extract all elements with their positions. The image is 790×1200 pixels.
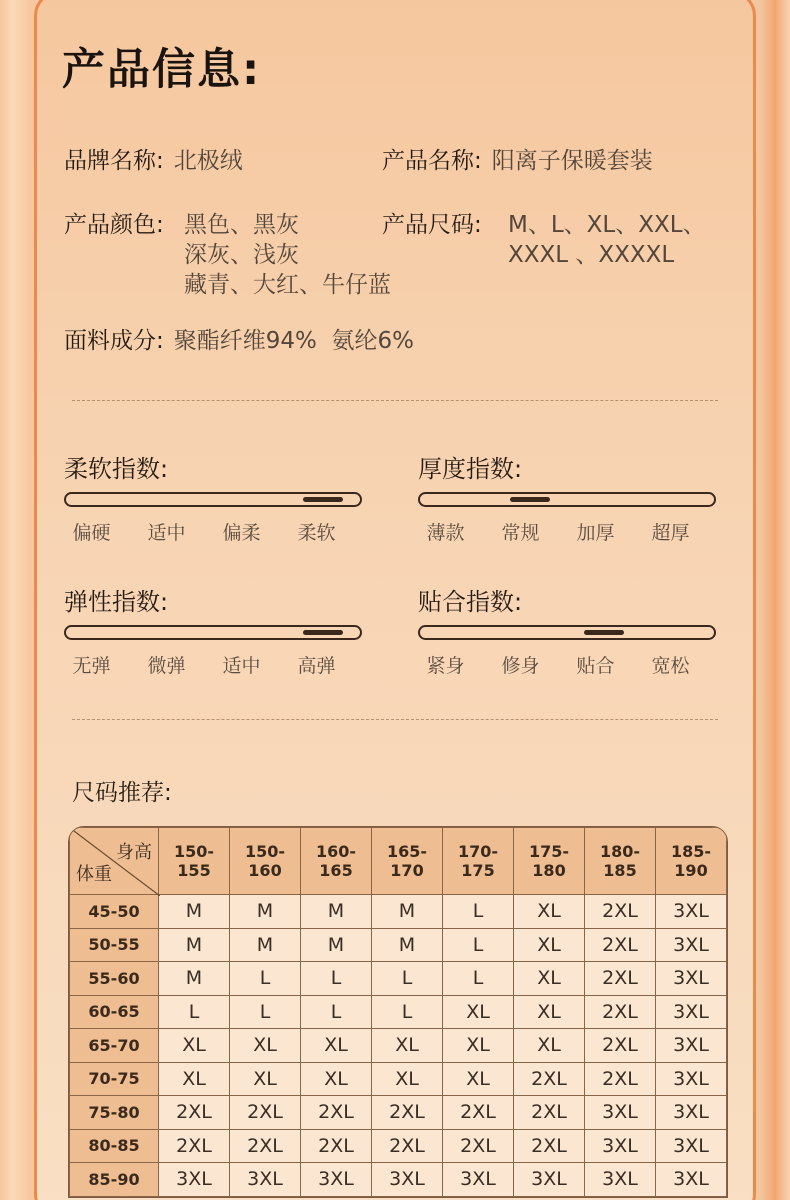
tick-label: 高弹 — [297, 655, 336, 677]
size-cell: M — [159, 895, 230, 929]
size-cell: 3XL — [656, 1096, 727, 1130]
size-cell: 2XL — [443, 1129, 514, 1163]
weight-row-header: 45-50 — [70, 895, 159, 929]
size-cell: L — [372, 995, 443, 1029]
tick-label: 无弹 — [72, 655, 111, 677]
fit-label: 贴合指数: — [418, 588, 523, 616]
weight-row-header: 80-85 — [70, 1129, 159, 1163]
size-cell: XL — [443, 1029, 514, 1063]
color-line: 深灰、浅灰 — [184, 242, 299, 268]
color-row — [64, 210, 391, 298]
fit-scale — [418, 625, 716, 640]
size-cell: XL — [514, 995, 585, 1029]
tick-label: 加厚 — [576, 522, 615, 544]
thickness-scale — [418, 492, 716, 507]
size-cell: L — [301, 962, 372, 996]
size-cell: 3XL — [443, 1163, 514, 1197]
product-name-value: 阳离子保暖套装 — [491, 148, 653, 174]
height-column-header: 165-170 — [372, 828, 443, 895]
size-cell: 2XL — [372, 1096, 443, 1130]
size-cell: 3XL — [585, 1163, 656, 1197]
table-row — [70, 995, 727, 1029]
size-cell: 3XL — [514, 1163, 585, 1197]
table-row — [70, 962, 727, 996]
size-cell: 3XL — [301, 1163, 372, 1197]
size-cell: 3XL — [372, 1163, 443, 1197]
size-cell: 3XL — [656, 1129, 727, 1163]
height-column-header: 175-180 — [514, 828, 585, 895]
size-cell: 2XL — [514, 1096, 585, 1130]
size-cell: 2XL — [585, 928, 656, 962]
size-cell: 2XL — [159, 1129, 230, 1163]
table-row — [70, 928, 727, 962]
tick-label: 修身 — [501, 655, 540, 677]
elasticity-label: 弹性指数: — [64, 588, 169, 616]
thickness-marker — [510, 497, 550, 502]
tick-label: 宽松 — [651, 655, 690, 677]
size-cell: XL — [159, 1029, 230, 1063]
page-title: 产品信息: — [62, 45, 262, 95]
height-column-header: 150-155 — [159, 828, 230, 895]
tick-label: 偏柔 — [222, 522, 261, 544]
height-column-header: 160-165 — [301, 828, 372, 895]
color-line: 黑色、黑灰 — [184, 212, 299, 238]
color-line: 藏青、大红、牛仔蓝 — [184, 272, 391, 298]
size-cell: XL — [443, 1062, 514, 1096]
size-cell: XL — [301, 1062, 372, 1096]
size-cell: L — [443, 962, 514, 996]
size-cell: 2XL — [159, 1096, 230, 1130]
size-cell: 2XL — [514, 1062, 585, 1096]
thickness-label: 厚度指数: — [418, 455, 523, 483]
size-cell: 2XL — [443, 1096, 514, 1130]
size-cell: L — [301, 995, 372, 1029]
fabric-row — [64, 326, 414, 356]
size-line: M、L、XL、XXL、 — [508, 212, 706, 238]
tick-label: 薄款 — [426, 522, 465, 544]
table-corner — [70, 828, 159, 895]
size-cell: M — [301, 928, 372, 962]
size-cell: 2XL — [230, 1129, 301, 1163]
weight-row-header: 50-55 — [70, 928, 159, 962]
tick-label: 柔软 — [297, 522, 336, 544]
size-cell: L — [230, 962, 301, 996]
height-column-header: 185-190 — [656, 828, 727, 895]
softness-marker — [303, 497, 343, 502]
size-cell: 2XL — [301, 1129, 372, 1163]
size-cell: XL — [159, 1062, 230, 1096]
weight-row-header: 85-90 — [70, 1163, 159, 1197]
brand-label: 品牌名称: — [64, 148, 164, 174]
tick-label: 偏硬 — [72, 522, 111, 544]
tick-label: 紧身 — [426, 655, 465, 677]
weight-axis-label: 体重 — [76, 864, 112, 885]
size-cell: 2XL — [585, 1029, 656, 1063]
size-cell: 2XL — [230, 1096, 301, 1130]
size-cell: 2XL — [585, 962, 656, 996]
elasticity-scale — [64, 625, 362, 640]
size-cell: 3XL — [159, 1163, 230, 1197]
size-cell: XL — [443, 995, 514, 1029]
size-cell: 3XL — [656, 895, 727, 929]
elasticity-marker — [303, 630, 343, 635]
size-cell: 2XL — [372, 1129, 443, 1163]
fit-ticks — [408, 651, 708, 678]
size-cell: XL — [514, 928, 585, 962]
product-name-label: 产品名称: — [382, 148, 482, 174]
size-cell: L — [443, 928, 514, 962]
weight-row-header: 75-80 — [70, 1096, 159, 1130]
brand-value: 北极绒 — [173, 148, 243, 174]
height-column-header: 170-175 — [443, 828, 514, 895]
size-row — [382, 210, 706, 268]
size-cell: XL — [372, 1029, 443, 1063]
divider — [72, 400, 718, 401]
size-cell: L — [443, 895, 514, 929]
size-cell: 2XL — [585, 995, 656, 1029]
tick-label: 适中 — [147, 522, 186, 544]
brand-row — [64, 146, 243, 176]
height-column-header: 150-160 — [230, 828, 301, 895]
size-cell: L — [372, 962, 443, 996]
table-row — [70, 1129, 727, 1163]
size-cell: 2XL — [301, 1096, 372, 1130]
size-cell: 3XL — [656, 928, 727, 962]
size-cell: M — [159, 962, 230, 996]
size-cell: 3XL — [230, 1163, 301, 1197]
weight-row-header: 70-75 — [70, 1062, 159, 1096]
size-cell: 2XL — [514, 1129, 585, 1163]
size-cell: 3XL — [656, 962, 727, 996]
size-cell: L — [230, 995, 301, 1029]
size-cell: M — [230, 895, 301, 929]
fabric-label: 面料成分: — [64, 328, 164, 354]
table-header-row — [70, 828, 727, 895]
size-cell: XL — [514, 1029, 585, 1063]
size-cell: 2XL — [585, 1062, 656, 1096]
size-cell: M — [372, 895, 443, 929]
size-cell: M — [159, 928, 230, 962]
size-cell: 3XL — [656, 1029, 727, 1063]
divider — [72, 719, 718, 720]
table-row — [70, 1029, 727, 1063]
table-row — [70, 1062, 727, 1096]
softness-label: 柔软指数: — [64, 455, 169, 483]
tick-label: 贴合 — [576, 655, 615, 677]
tick-label: 常规 — [501, 522, 540, 544]
size-label: 产品尺码: — [382, 212, 482, 238]
size-cell: 3XL — [656, 1062, 727, 1096]
tick-label: 适中 — [222, 655, 261, 677]
size-cell: XL — [372, 1062, 443, 1096]
table-row — [70, 1096, 727, 1130]
size-line: XXXL 、XXXXL — [508, 242, 675, 268]
softness-ticks — [54, 518, 354, 545]
weight-row-header: 65-70 — [70, 1029, 159, 1063]
fabric-value: 聚酯纤维94% 氨纶6% — [173, 328, 414, 354]
size-chart-title: 尺码推荐: — [72, 780, 172, 806]
size-cell: M — [372, 928, 443, 962]
thickness-ticks — [408, 518, 708, 545]
softness-scale — [64, 492, 362, 507]
size-cell: XL — [301, 1029, 372, 1063]
size-cell: L — [159, 995, 230, 1029]
weight-row-header: 55-60 — [70, 962, 159, 996]
weight-row-header: 60-65 — [70, 995, 159, 1029]
size-cell: XL — [230, 1029, 301, 1063]
size-cell: 3XL — [656, 995, 727, 1029]
size-cell: M — [230, 928, 301, 962]
size-cell: XL — [514, 895, 585, 929]
size-cell: XL — [230, 1062, 301, 1096]
size-cell: M — [301, 895, 372, 929]
color-label: 产品颜色: — [64, 212, 164, 238]
fit-marker — [584, 630, 624, 635]
height-column-header: 180-185 — [585, 828, 656, 895]
size-cell: 3XL — [585, 1129, 656, 1163]
size-chart-table — [68, 826, 728, 1198]
product-name-row — [382, 146, 653, 176]
table-row — [70, 1163, 727, 1197]
size-cell: XL — [514, 962, 585, 996]
table-row — [70, 895, 727, 929]
size-cell: 2XL — [585, 895, 656, 929]
elasticity-ticks — [54, 651, 354, 678]
height-axis-label: 身高 — [116, 842, 152, 863]
size-cell: 3XL — [585, 1096, 656, 1130]
tick-label: 微弹 — [147, 655, 186, 677]
size-cell: 3XL — [656, 1163, 727, 1197]
tick-label: 超厚 — [651, 522, 690, 544]
